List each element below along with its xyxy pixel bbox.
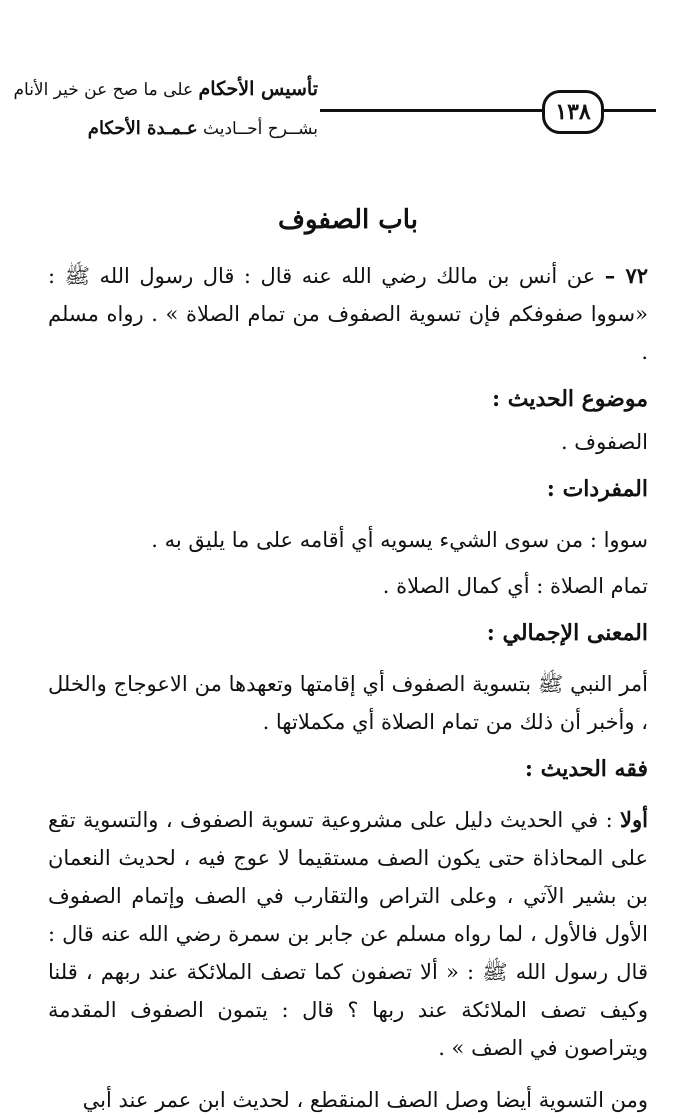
hadith-number: ٧٢ – — [604, 263, 648, 288]
fiqh-heading: فقه الحديث : — [524, 756, 648, 782]
header-rule-left — [320, 109, 538, 112]
chapter-title: باب الصفوف — [278, 205, 418, 235]
fiqh-first-text: : في الحديث دليل على مشروعية تسوية الصفوف ، والتسوية تقع على المحاذاة حتى يكون الصف مستقيما لا عوج فيه ، لحديث النعمان بن بشير الآتي ، وعلى التراص والتقارب في الصف وإتمام الصفوف الأول فالأول ، لما رواه مسلم عن جابر بن سمرة رضي الله عنه قال : قال رسول الله ﷺ : « ألا تصفون كما تصف الملائكة عند ربهم ، قلنا وكيف تصف الملائكة عند ربها ؟ قال : يتمون الصفوف المقدمة ويتراصون في الصف » . — [48, 808, 648, 1060]
book-title-bold: تأسيس الأحكام — [198, 78, 318, 100]
topic-heading: موضوع الحديث : — [491, 386, 648, 412]
vocab-item-2: تمام الصلاة : أي كمال الصلاة . — [382, 574, 648, 598]
topic-text: الصفوف . — [560, 430, 648, 454]
meaning-text: أمر النبي ﷺ بتسوية الصفوف أي إقامتها وتعهدها من الاعوجاج والخلل ، وأخبر أن ذلك من تمام الصلاة أي مكملاتها . — [48, 672, 648, 734]
fiqh-first-label: أولا — [620, 807, 648, 832]
running-header-title — [13, 78, 318, 100]
running-header-subtitle — [18, 118, 318, 139]
subtitle-bold: عـمـدة الأحكام — [87, 118, 198, 139]
fiqh-first-paragraph — [48, 801, 648, 1067]
fiqh-continuation: ومن التسوية أيضا وصل الصف المنقطع ، لحديث ابن عمر عند أبي — [82, 1088, 648, 1112]
page-number: ١٣٨ — [555, 99, 591, 125]
meaning-heading: المعنى الإجمالي : — [486, 620, 648, 646]
vocab-item-1: سووا : من سوى الشيء يسويه أي أقامه على ما يليق به . — [151, 528, 648, 552]
vocab-heading: المفردات : — [546, 476, 648, 502]
page-content — [48, 205, 648, 1119]
book-title-rest: على ما صح عن خير الأنام — [13, 80, 199, 100]
hadith-text: عن أنس بن مالك رضي الله عنه قال : قال رسول الله ﷺ : «سووا صفوفكم فإن تسوية الصفوف من تمام الصلاة » . رواه مسلم . — [48, 264, 648, 364]
subtitle-plain: بشــرح أحــاديث — [197, 119, 318, 139]
hadith-paragraph — [48, 257, 648, 371]
page-number-badge — [542, 90, 604, 134]
